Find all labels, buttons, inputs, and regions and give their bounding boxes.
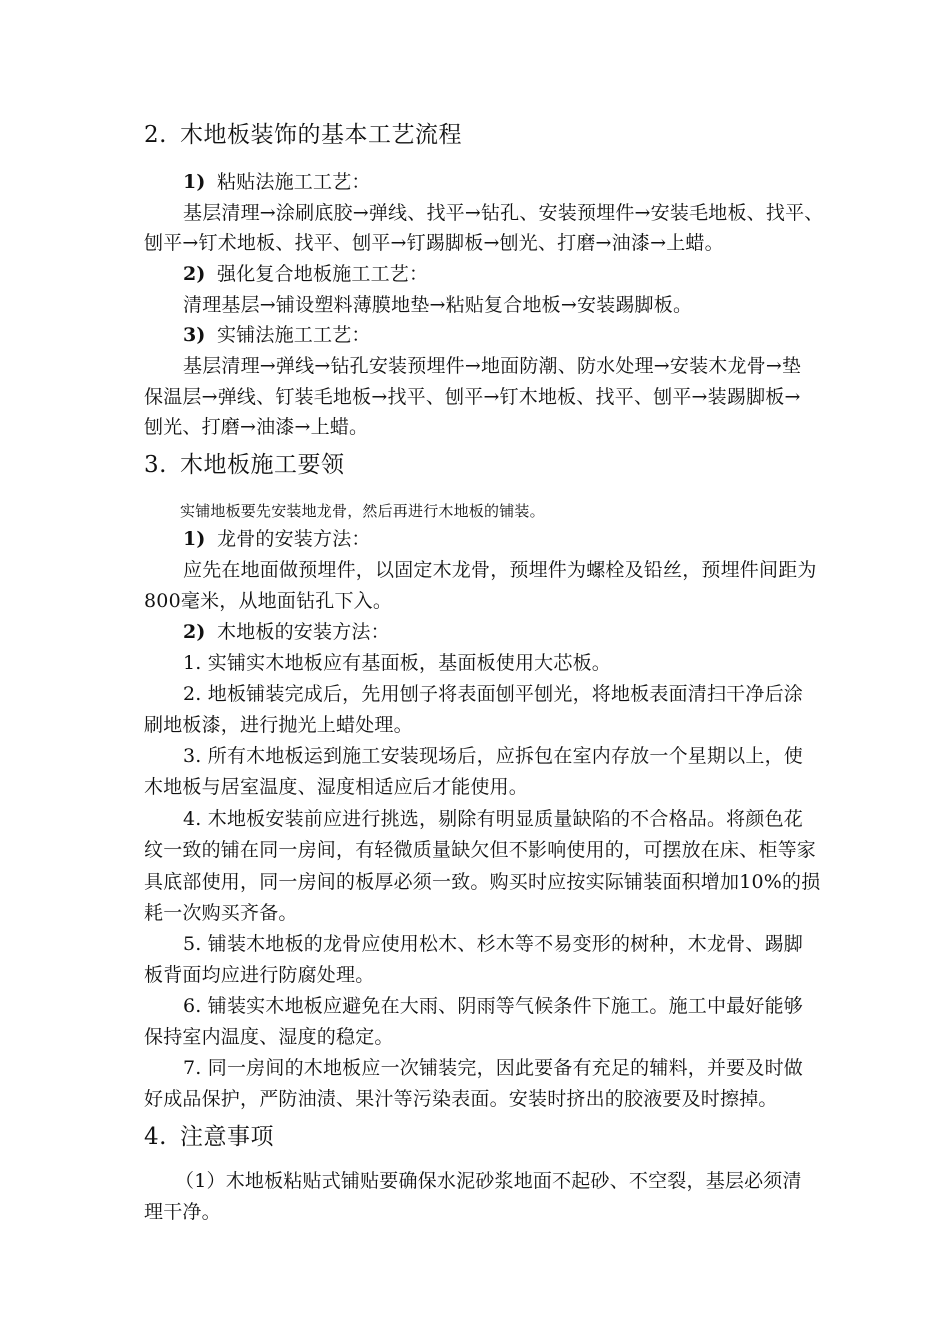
paragraph-line: 5. 铺装木地板的龙骨应使用松木、杉木等不易变形的树种，木龙骨、踢脚 — [183, 933, 803, 955]
section-heading — [144, 120, 462, 150]
paragraph-line: 刨光、打磨→油漆→上蜡。 — [144, 416, 369, 438]
paragraph-line: 保持室内温度、湿度的稳定。 — [144, 1026, 394, 1048]
section-heading — [144, 450, 345, 480]
paragraph-line: 好成品保护，严防油渍、果汁等污染表面。安装时挤出的胶液要及时擦掉。 — [144, 1088, 778, 1110]
subsection-number: 1) — [183, 528, 206, 550]
paragraph-line: 4. 木地板安装前应进行挑选，剔除有明显质量缺陷的不合格品。将颜色花 — [183, 808, 803, 830]
subsection-number: 2) — [183, 263, 206, 285]
intro-line: 实铺地板要先安装地龙骨，然后再进行木地板的铺装。 — [180, 502, 545, 520]
section-title: 木地板装饰的基本工艺流程 — [180, 122, 462, 148]
paragraph-line: 耗一次购买齐备。 — [144, 902, 298, 924]
section-number: 4. — [144, 1124, 167, 1150]
paragraph-line: 木地板与居室温度、湿度相适应后才能使用。 — [144, 776, 529, 798]
paragraph-line: （1）木地板粘贴式铺贴要确保水泥砂浆地面不起砂、不空裂，基层必须清 — [175, 1170, 802, 1192]
paragraph-line: 7. 同一房间的木地板应一次铺装完，因此要备有充足的辅料，并要及时做 — [183, 1057, 803, 1079]
subsection-title: 实铺法施工工艺： — [217, 324, 371, 346]
paragraph-line: 具底部使用，同一房间的板厚必须一致。购买时应按实际铺装面积增加10%的损 — [144, 871, 821, 893]
paragraph-line: 基层清理→涂刷底胶→弹线、找平→钻孔、安装预埋件→安装毛地板、找平、 — [183, 202, 824, 224]
subsection-title: 强化复合地板施工工艺： — [217, 263, 429, 285]
subsection-number: 3) — [183, 324, 206, 346]
subsection-title: 龙骨的安装方法： — [217, 528, 371, 550]
paragraph-line: 3. 所有木地板运到施工安装现场后，应拆包在室内存放一个星期以上，使 — [183, 745, 803, 767]
paragraph-line: 6. 铺装实木地板应避免在大雨、阴雨等气候条件下施工。施工中最好能够 — [183, 995, 803, 1017]
section-title: 注意事项 — [180, 1124, 274, 1150]
paragraph-line: 基层清理→弹线→钻孔安装预埋件→地面防潮、防水处理→安装木龙骨→垫 — [183, 355, 802, 377]
section-heading — [144, 1122, 274, 1152]
subsection-number: 2) — [183, 621, 206, 643]
paragraph-line: 1. 实铺实木地板应有基面板，基面板使用大芯板。 — [183, 652, 611, 674]
paragraph-line: 板背面均应进行防腐处理。 — [144, 964, 375, 986]
paragraph-line: 刷地板漆，进行抛光上蜡处理。 — [144, 714, 413, 736]
paragraph-line: 纹一致的铺在同一房间，有轻微质量缺欠但不影响使用的，可摆放在床、柜等家 — [144, 839, 817, 861]
paragraph-line: 清理基层→铺设塑料薄膜地垫→粘贴复合地板→安装踢脚板。 — [183, 294, 693, 316]
paragraph-line: 800毫米，从地面钻孔下入。 — [144, 590, 393, 612]
section-title: 木地板施工要领 — [180, 452, 345, 478]
subsection-title: 粘贴法施工工艺： — [217, 171, 371, 193]
paragraph-line: 刨平→钉术地板、找平、刨平→钉踢脚板→刨光、打磨→油漆→上蜡。 — [144, 232, 724, 254]
subsection-heading — [183, 322, 371, 348]
subsection-heading — [183, 169, 371, 195]
subsection-heading — [183, 261, 428, 287]
subsection-number: 1) — [183, 171, 206, 193]
subsection-heading — [183, 526, 371, 552]
section-number: 3. — [144, 452, 167, 478]
section-number: 2. — [144, 122, 167, 148]
paragraph-line: 保温层→弹线、钉装毛地板→找平、刨平→钉木地板、找平、刨平→装踢脚板→ — [144, 386, 801, 408]
subsection-title: 木地板的安装方法： — [217, 621, 390, 643]
paragraph-line: 2. 地板铺装完成后，先用刨子将表面刨平刨光，将地板表面清扫干净后涂 — [183, 683, 803, 705]
subsection-heading — [183, 619, 390, 645]
paragraph-line: 应先在地面做预埋件，以固定木龙骨，预埋件为螺栓及铅丝，预埋件间距为 — [183, 559, 817, 581]
paragraph-line: 理干净。 — [144, 1201, 221, 1223]
